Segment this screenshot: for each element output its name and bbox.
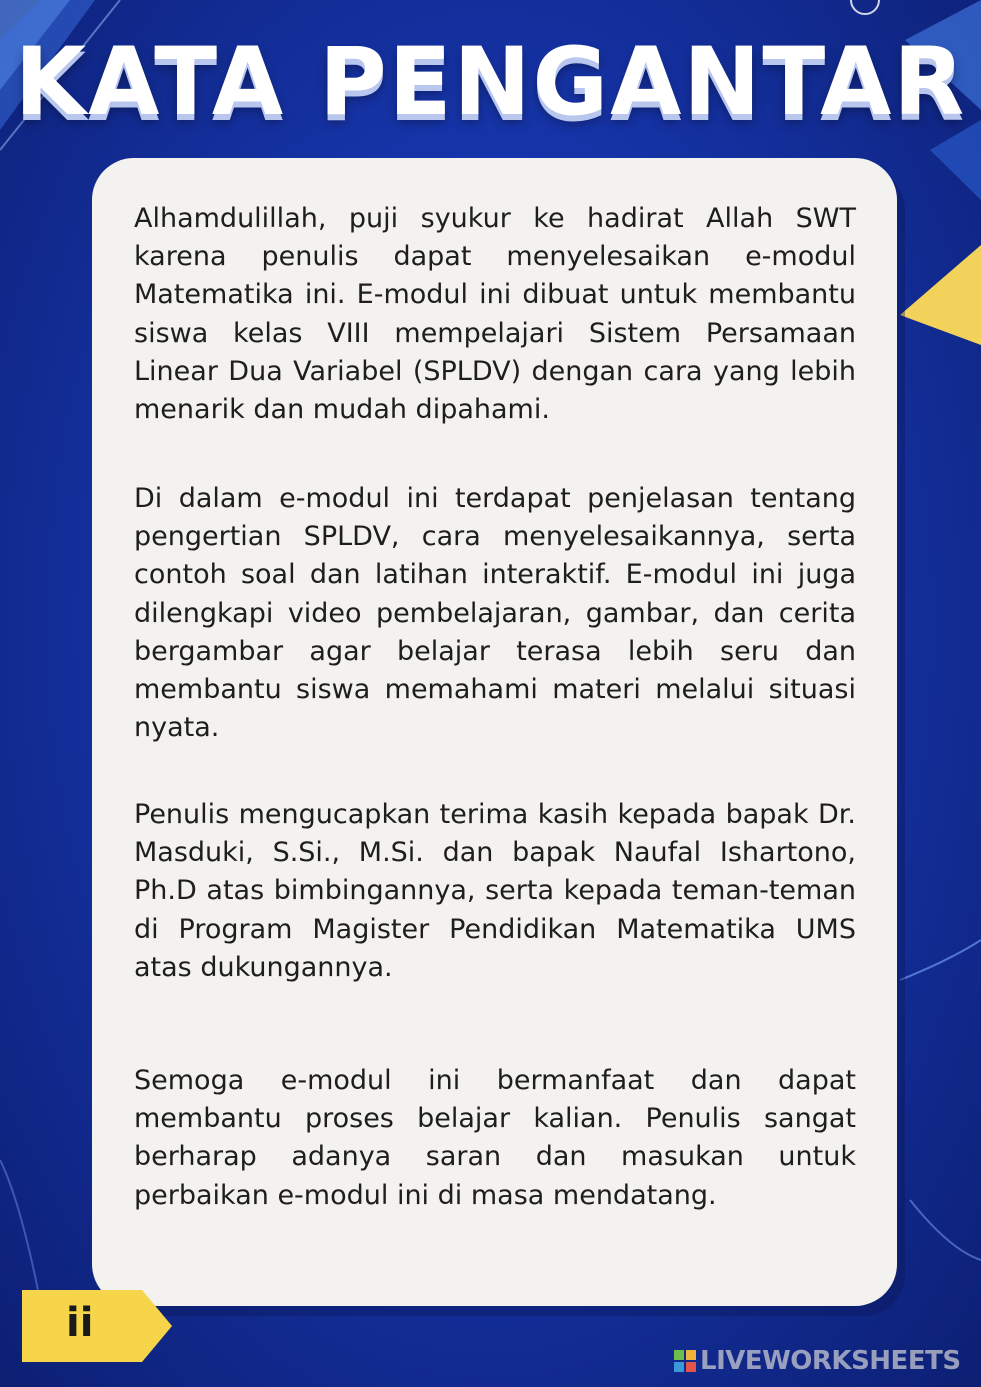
paragraph-4: Semoga e-modul ini bermanfaat dan dapat membantu proses belajar kalian. Penulis sangat berharap adanya saran dan masukan untuk perbaikan e-modul ini di masa mendatang.	[134, 1065, 856, 1211]
page-title: KATA PENGANTAR	[14, 28, 967, 137]
liveworksheets-logo-icon	[674, 1350, 696, 1372]
watermark	[700, 1346, 961, 1376]
paragraph-2: Di dalam e-modul ini terdapat penjelasan tentang pengertian SPLDV, cara menyelesaikannya, serta contoh soal dan latihan interaktif. E-modul ini juga dilengkapi video pembelajaran, gambar, dan cerita bergambar agar belajar terasa lebih seru dan membantu siswa memahami materi melalui situasi nyata.	[134, 483, 856, 744]
watermark-text: LIVEWORKSHEETS	[700, 1346, 961, 1376]
paragraph-3: Penulis mengucapkan terima kasih kepada bapak Dr. Masduki, S.Si., M.Si. dan bapak Naufal Ishartono, Ph.D atas bimbingannya, serta kepada teman-teman di Program Magister Pendidikan Matematika UMS atas dukungannya.	[134, 799, 856, 983]
page-number-tag	[22, 1290, 172, 1362]
paragraph-1: Alhamdulillah, puji syukur ke hadirat Allah SWT karena penulis dapat menyelesaikan e-modul Matematika ini. E-modul ini dibuat untuk membantu siswa kelas VIII mempelajari Sistem Persamaan Linear Dua Variabel (SPLDV) dengan cara yang lebih menarik dan mudah dipahami.	[134, 203, 856, 426]
page-number: ii	[66, 1300, 94, 1346]
